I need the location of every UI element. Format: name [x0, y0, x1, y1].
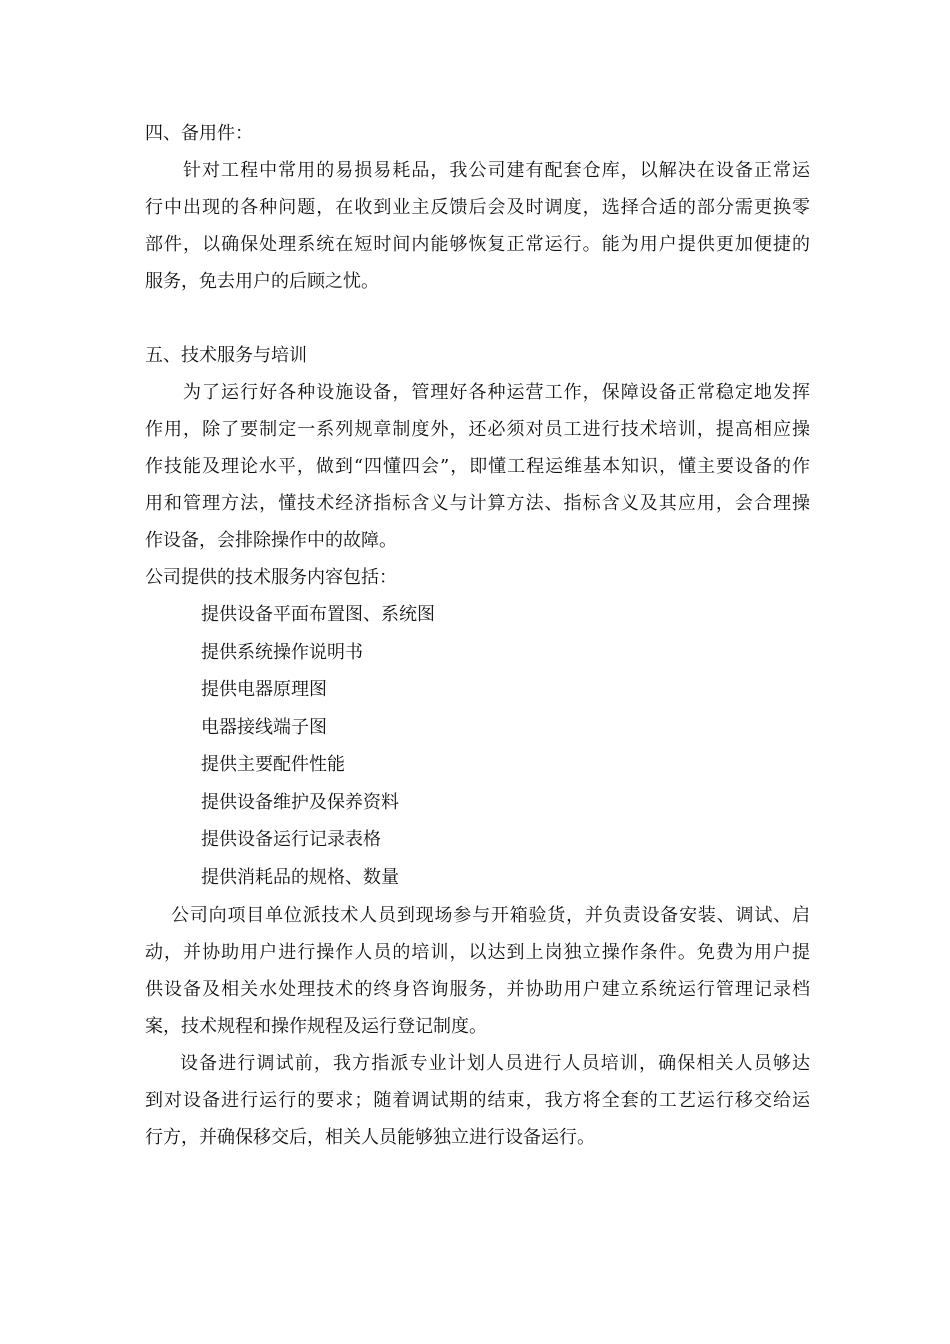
- list-item: 提供设备维护及保养资料: [201, 792, 399, 813]
- section-5-paragraph-line: 行方，并确保移交后，相关人员能够独立进行设备运行。: [145, 1127, 595, 1148]
- section-5-paragraph-line: 作设备，会排除操作中的故障。: [145, 530, 397, 551]
- list-item: 电器接线端子图: [201, 717, 327, 738]
- section-5-paragraph-line: 公司向项目单位派技术人员到现场参与开箱验货，并负责设备安装、调试、启: [171, 905, 810, 926]
- section-4-paragraph-line: 服务，免去用户的后顾之忧。: [145, 271, 379, 292]
- list-item: 提供主要配件性能: [201, 754, 345, 775]
- section-4-paragraph-line: 行中出现的各种问题，在收到业主反馈后会及时调度，选择合适的部分需更换零: [145, 197, 810, 218]
- section-5-paragraph-line: 为了运行好各种设施设备，管理好各种运营工作，保障设备正常稳定地发挥: [183, 382, 810, 403]
- list-item: 提供消耗品的规格、数量: [201, 867, 399, 888]
- section-5-paragraph-line: 案，技术规程和操作规程及运行登记制度。: [145, 1016, 487, 1037]
- list-item: 提供电器原理图: [201, 679, 327, 700]
- section-5-paragraph-line: 到对设备进行运行的要求；随着调试期的结束，我方将全套的工艺运行移交给运: [145, 1090, 810, 1111]
- section-5-paragraph-line: 设备进行调试前，我方指派专业计划人员进行人员培训，确保相关人员够达: [180, 1053, 810, 1074]
- list-item: 提供设备平面布置图、系统图: [201, 604, 435, 625]
- list-item: 提供设备运行记录表格: [201, 829, 381, 850]
- section-5-heading: 五、技术服务与培训: [145, 345, 307, 366]
- section-4-paragraph-line: 针对工程中常用的易损易耗品，我公司建有配套仓库，以解决在设备正常运: [183, 160, 810, 181]
- section-5-paragraph-line: 用和管理方法，懂技术经济指标含义与计算方法、指标含义及其应用，会合理操: [145, 493, 810, 514]
- section-4-heading: 四、备用件：: [145, 123, 253, 144]
- section-5-paragraph-line: 作技能及理论水平，做到“四懂四会”，即懂工程运维基本知识，懂主要设备的作: [145, 456, 810, 477]
- section-5-paragraph-line: 动，并协助用户进行操作人员的培训，以达到上岗独立操作条件。免费为用户提: [145, 942, 810, 963]
- section-5-paragraph-line: 供设备及相关水处理技术的终身咨询服务，并协助用户建立系统运行管理记录档: [145, 979, 810, 1000]
- list-item: 提供系统操作说明书: [201, 642, 363, 663]
- service-list-intro: 公司提供的技术服务内容包括：: [145, 567, 397, 588]
- section-4-paragraph-line: 部件，以确保处理系统在短时间内能够恢复正常运行。能为用户提供更加便捷的: [145, 234, 810, 255]
- section-5-paragraph-line: 作用，除了要制定一系列规章制度外，还必须对员工进行技术培训，提高相应操: [145, 419, 810, 440]
